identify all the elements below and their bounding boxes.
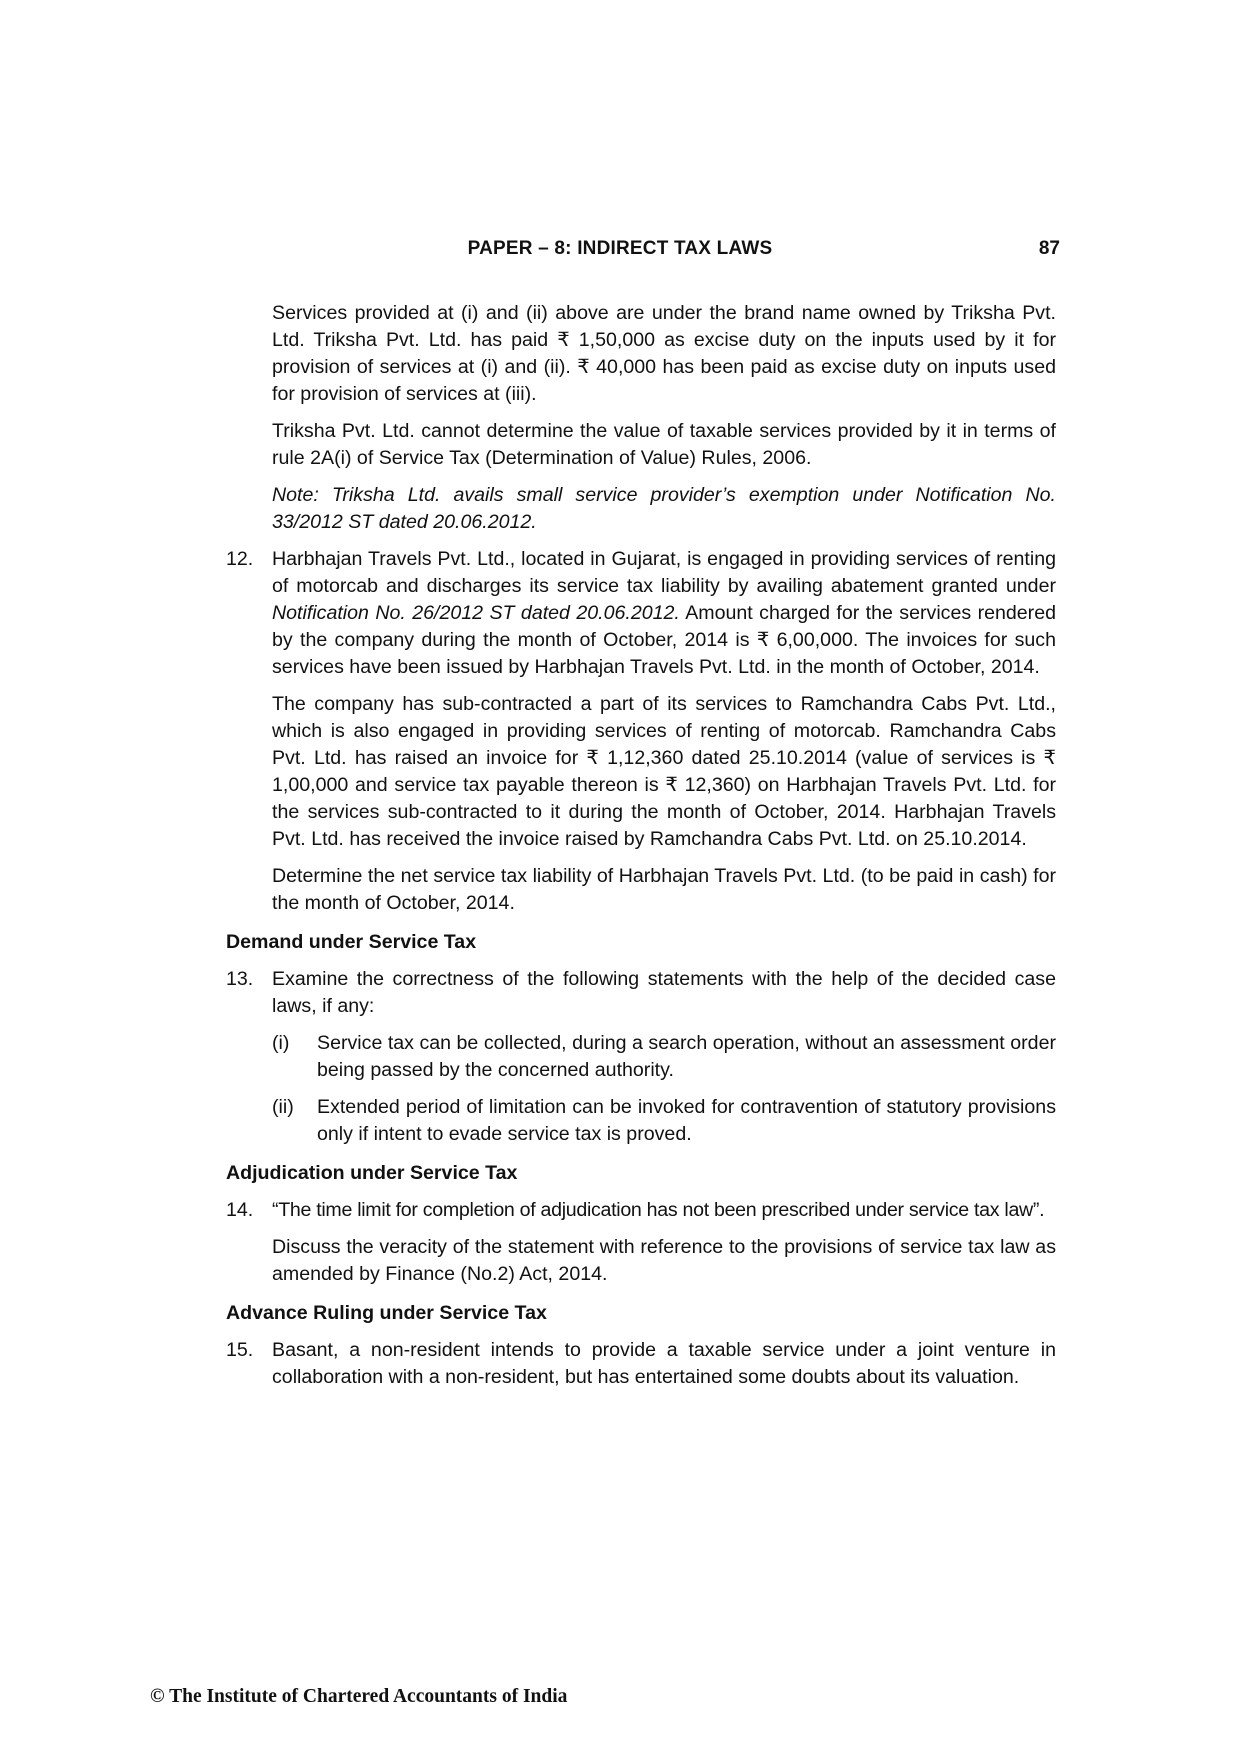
section-heading-adjudication: Adjudication under Service Tax bbox=[226, 1162, 518, 1184]
question-number: 13. bbox=[226, 968, 254, 990]
section-heading-advance-ruling: Advance Ruling under Service Tax bbox=[226, 1302, 547, 1324]
paper-title: PAPER – 8: INDIRECT TAX LAWS bbox=[467, 238, 773, 259]
question-13-text: Examine the correctness of the following statements with the help of the decided case laws, if any: bbox=[272, 968, 1056, 1017]
statement-text: Service tax can be collected, during a search operation, without an assessment order being passed by the concerned authority. bbox=[317, 1032, 1056, 1081]
question-14-text: “The time limit for completion of adjudication has not been prescribed under service tax law”. bbox=[272, 1199, 1045, 1221]
question-body bbox=[272, 546, 1056, 917]
question-14-discuss: Discuss the veracity of the statement with reference to the provisions of service tax law as amended by Finance (No.2) Act, 2014. bbox=[272, 1236, 1056, 1285]
question-15-text: Basant, a non-resident intends to provide a taxable service under a joint venture in collaboration with a non-resident, but has entertained some doubts about its valuation. bbox=[272, 1339, 1056, 1388]
section-heading-demand: Demand under Service Tax bbox=[226, 931, 477, 953]
statement-numeral: (i) bbox=[272, 1032, 290, 1054]
question-12-determine: Determine the net service tax liability of Harbhajan Travels Pvt. Ltd. (to be paid in cash) for the month of October, 2014. bbox=[272, 865, 1056, 914]
question-number: 12. bbox=[226, 548, 254, 570]
question-15 bbox=[226, 1337, 1056, 1391]
statement-text: Extended period of limitation can be invoked for contravention of statutory provisions only if intent to evade service tax is proved. bbox=[317, 1096, 1056, 1145]
question-13 bbox=[226, 966, 1056, 1020]
paragraph-brand-name: Services provided at (i) and (ii) above are under the brand name owned by Triksha Pvt. Ltd. Triksha Pvt. Ltd. has paid ₹ 1,50,000 as excise duty on the inputs used by it for provision of services at (i) and (ii). ₹ 40,000 has been paid as excise duty on inputs used for provision of services at (iii). bbox=[272, 302, 1056, 405]
page-number: 87 bbox=[1038, 238, 1060, 259]
question-14 bbox=[226, 1197, 1056, 1288]
question-12-subcontract: The company has sub-contracted a part of its services to Ramchandra Cabs Pvt. Ltd., which is also engaged in providing services of renting of motorcab. Ramchandra Cabs Pvt. Ltd. has raised an invoice for ₹ 1,12,360 dated 25.10.2014 (value of services is ₹ 1,00,000 and service tax payable thereon is ₹ 12,360) on Harbhajan Travels Pvt. Ltd. for the services sub-contracted to it during the month of October, 2014. Harbhajan Travels Pvt. Ltd. has received the invoice raised by Ramchandra Cabs Pvt. Ltd. on 25.10.2014. bbox=[272, 693, 1056, 850]
statement-item bbox=[272, 1030, 1056, 1084]
q12-notification: Notification No. 26/2012 ST dated 20.06.2012. bbox=[272, 602, 680, 624]
question-body bbox=[272, 966, 1056, 1020]
note-paragraph: Note: Triksha Ltd. avails small service provider’s exemption under Notification No. 33/2012 ST dated 20.06.2012. bbox=[272, 484, 1056, 533]
statement-item bbox=[272, 1094, 1056, 1148]
question-body bbox=[272, 1337, 1056, 1391]
paragraph-valuation: Triksha Pvt. Ltd. cannot determine the value of taxable services provided by it in terms of rule 2A(i) of Service Tax (Determination of Value) Rules, 2006. bbox=[272, 420, 1056, 469]
page-content bbox=[226, 300, 1056, 1391]
question-number: 14. bbox=[226, 1199, 254, 1221]
question-body bbox=[272, 1197, 1056, 1288]
q12-text-b: Amount charged for the services rendered by the company during the month of October, 2014 is ₹ 6,00,000. The invoices for such services have been issued by Harbhajan Travels Pvt. Ltd. in the month of October, 2014. bbox=[272, 602, 1057, 678]
copyright-footer: © The Institute of Chartered Accountants of India bbox=[150, 1686, 568, 1707]
question-12 bbox=[226, 546, 1056, 917]
q12-text-a: Harbhajan Travels Pvt. Ltd., located in Gujarat, is engaged in providing services of renting of motorcab and discharges its service tax liability by availing abatement granted under bbox=[272, 548, 1056, 597]
page-header bbox=[220, 238, 1060, 268]
question-number: 15. bbox=[226, 1339, 254, 1361]
statement-numeral: (ii) bbox=[272, 1096, 294, 1118]
question-12-text bbox=[272, 546, 1056, 681]
